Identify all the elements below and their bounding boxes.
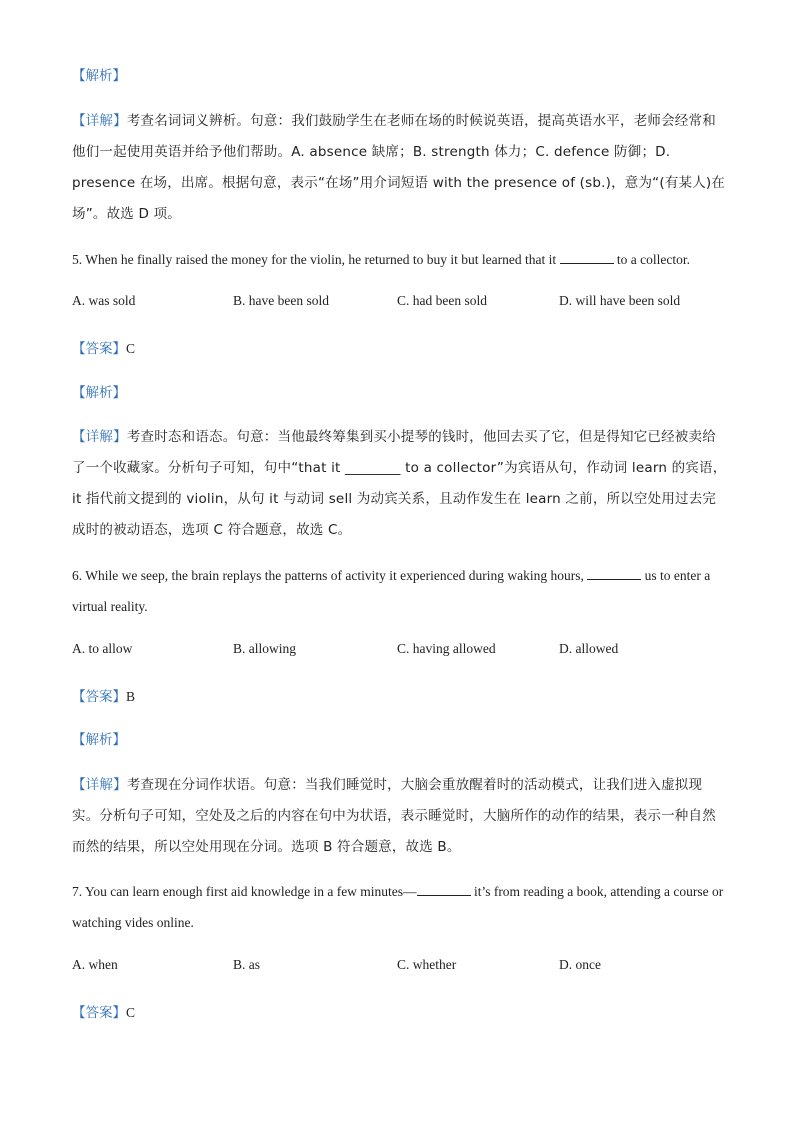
answer-value: C	[126, 1005, 136, 1020]
analysis-tag: 【解析】	[72, 732, 126, 748]
detail-tag: 【详解】	[72, 113, 127, 129]
q7-stem-before: 7. You can learn enough first aid knowledge in a few minutes—	[72, 884, 417, 899]
q7-option-a: A. when	[72, 957, 118, 972]
q5-detail-paragraph	[72, 422, 727, 546]
analysis-tag: 【解析】	[72, 385, 126, 401]
q6-stem-after: us to enter a virtual reality.	[72, 568, 711, 614]
q5-stem	[72, 244, 727, 275]
q6-option-c: C. having allowed	[397, 641, 496, 656]
answer-tag: 【答案】	[72, 341, 126, 357]
detail-text: 考查现在分词作状语。句意：当我们睡觉时，大脑会重放醒着时的活动模式，让我们进入虚拟现实。分析句子可知，空处及之后的内容在句中为状语，表示睡觉时，大脑所作的动作的结果，表示一种自然而然的结果，所以空处用现在分词。选项 B 符合题意，故选 B。	[72, 777, 716, 855]
q7-answer	[72, 997, 727, 1029]
detail-text: 考查时态和语态。句意：当他最终筹集到买小提琴的钱时，他回去买了它，但是得知它已经被卖给了一个收藏家。分析句子可知，句中“that it ________ to a collector”为宾语从句，作动词 learn 的宾语，it 指代前文提到的 violin，从句 it 与动词 sell 为动宾关系，且动作发生在 learn 之前，所以空处用过去完成时的被动语态，选项 C 符合题意，故选 C。	[72, 429, 727, 538]
q6-options	[72, 641, 727, 665]
q6-option-b: B. allowing	[233, 641, 296, 656]
q5-stem-before: 5. When he finally raised the money for the violin, he returned to buy it but learned that it	[72, 252, 560, 267]
detail-text: 考查名词词义辨析。句意：我们鼓励学生在老师在场的时候说英语，提高英语水平，老师会经常和他们一起使用英语并给予他们帮助。A. absence 缺席；B. strength 体力；C. defence 防御；D. presence 在场，出席。根据句意，表示“在场”用介词短语 with the presence of (sb.)，意为“(有某人)在场”。故选 D 项。	[72, 113, 726, 222]
q6-stem	[72, 560, 727, 622]
q7-options	[72, 957, 727, 981]
q5-stem-after: to a collector.	[613, 252, 690, 267]
answer-tag: 【答案】	[72, 1005, 126, 1021]
q6-stem-before: 6. While we seep, the brain replays the patterns of activity it experienced during waking hours,	[72, 568, 588, 583]
q6-answer	[72, 681, 727, 713]
q5-answer	[72, 333, 727, 365]
q7-option-c: C. whether	[397, 957, 457, 972]
answer-blank	[587, 567, 641, 580]
q6-detail-paragraph	[72, 770, 727, 863]
answer-blank	[417, 883, 471, 896]
q5-option-c: C. had been sold	[397, 293, 487, 308]
answer-tag: 【答案】	[72, 689, 126, 705]
q5-option-b: B. have been sold	[233, 293, 329, 308]
analysis-tag: 【解析】	[72, 68, 126, 84]
q5-option-d: D. will have been sold	[559, 293, 681, 308]
answer-value: B	[126, 689, 136, 704]
q5-options	[72, 293, 727, 317]
q7-option-b: B. as	[233, 957, 260, 972]
answer-blank	[560, 251, 614, 264]
q7-stem	[72, 876, 727, 938]
detail-tag: 【详解】	[72, 777, 127, 793]
q5-analysis-heading	[72, 378, 727, 409]
q7-option-d: D. once	[559, 957, 601, 972]
q6-analysis-heading	[72, 725, 727, 756]
q5-option-a: A. was sold	[72, 293, 136, 308]
detail-tag: 【详解】	[72, 429, 127, 445]
q7-stem-after: it’s from reading a book, attending a course or watching vides online.	[72, 884, 724, 930]
q4-detail-paragraph	[72, 106, 727, 230]
q6-option-a: A. to allow	[72, 641, 133, 656]
q6-option-d: D. allowed	[559, 641, 619, 656]
q4-analysis-heading	[72, 61, 727, 92]
answer-value: C	[126, 341, 136, 356]
